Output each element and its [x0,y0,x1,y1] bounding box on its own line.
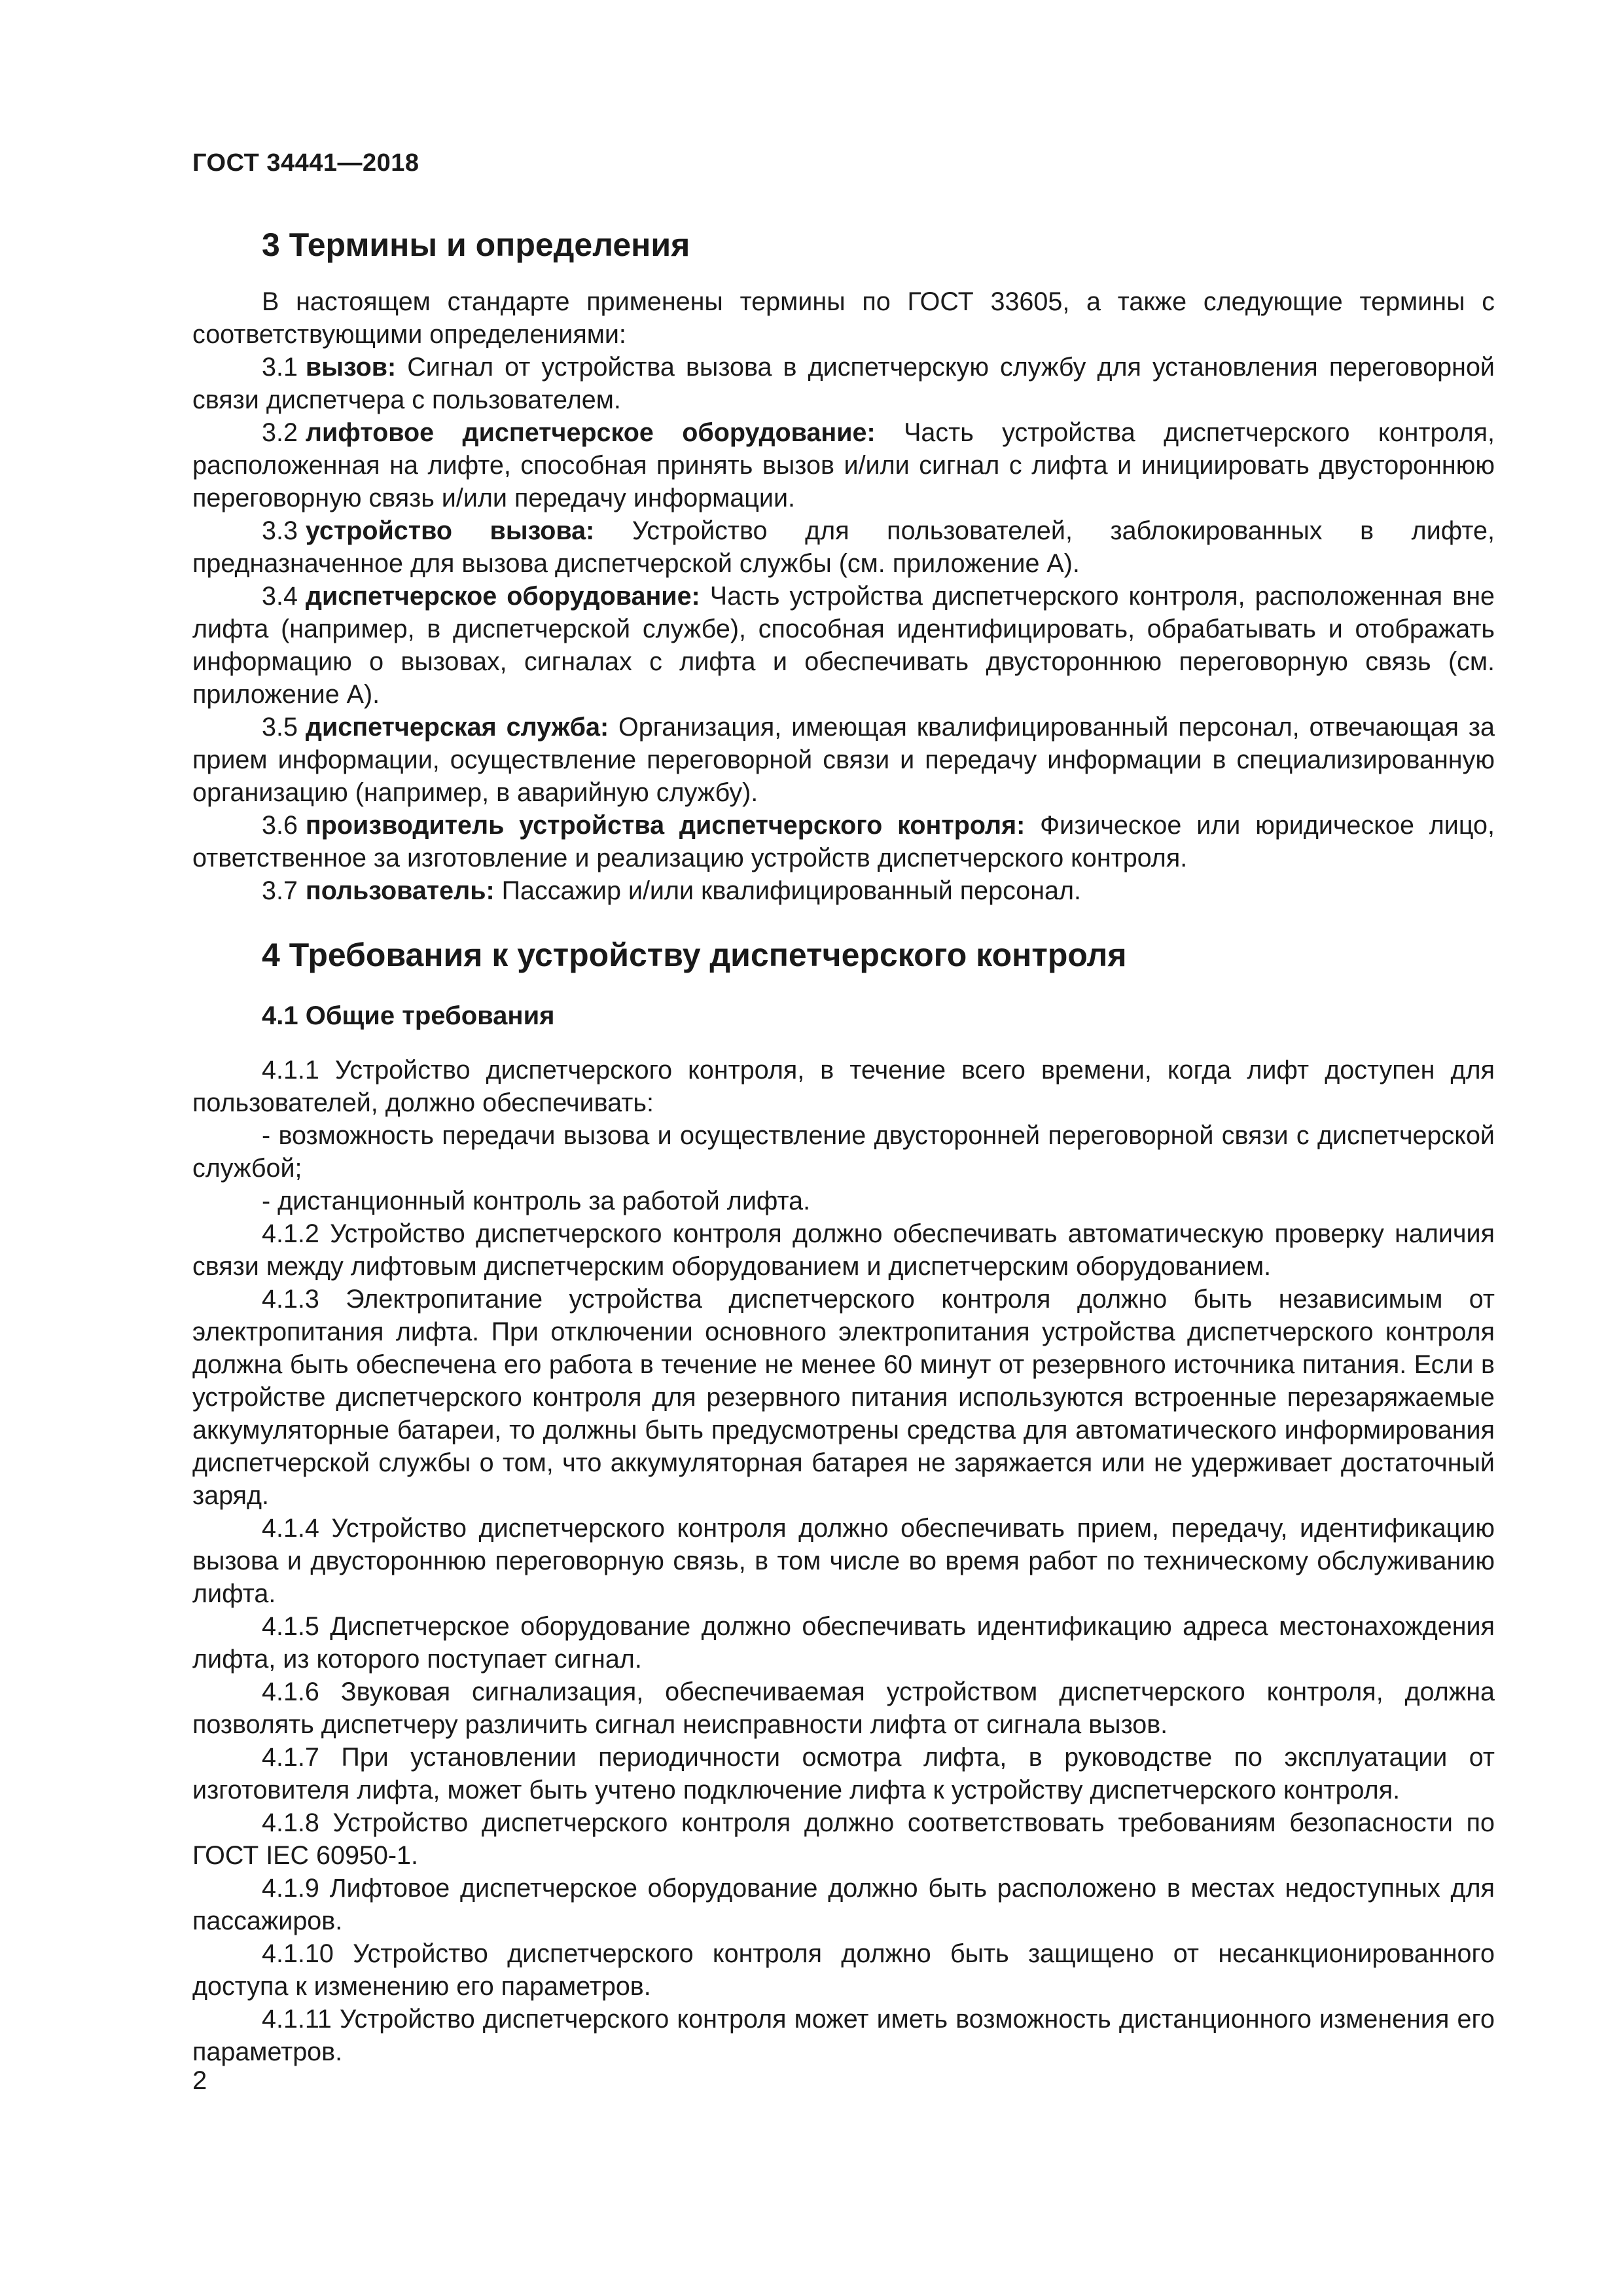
term-name: диспетчерское оборудование: [305,582,700,611]
requirement-paragraph: 4.1.11 Устройство диспетчерского контроля может иметь возможность дистанционного изменения его параметров. [192,2005,1495,2066]
term-name: вызов: [305,353,397,382]
document-id-header: ГОСТ 34441—2018 [192,149,419,177]
requirement-list-item: - дистанционный контроль за работой лифта. [262,1187,811,1215]
requirement-paragraph: 4.1.9 Лифтовое диспетчерское оборудование должно быть расположено в местах недоступных для пассажиров. [192,1874,1495,1935]
requirement-paragraph: 4.1.1 Устройство диспетчерского контроля, в течение всего времени, когда лифт доступен для пользователей, должно обеспечивать: [192,1056,1495,1117]
term-definition: Пассажир и/или квалифицированный персонал. [501,876,1082,905]
term-number: 3.2 [262,418,298,447]
term-entry [192,580,1495,711]
term-definition: Физическое или юридическое лицо, ответственное за изготовление и реализацию устройств диспетчерского контроля. [192,811,1495,872]
section-3-body [192,285,1495,907]
term-number: 3.4 [262,582,298,611]
term-name: пользователь: [305,876,495,905]
term-name: лифтовое диспетчерское оборудование: [305,418,876,447]
requirement-list-item: - возможность передачи вызова и осуществление двусторонней переговорной связи с диспетчерской службой; [192,1121,1495,1183]
term-entry [192,874,1495,907]
term-entry [192,416,1495,514]
term-name: производитель устройства диспетчерского контроля: [305,811,1026,840]
term-definition: Устройство для пользователей, заблокированных в лифте, предназначенное для вызова диспетчерской службы (см. приложение А). [192,516,1495,578]
term-number: 3.6 [262,811,298,840]
term-definition: Часть устройства диспетчерского контроля, расположенная на лифте, способная принять вызов и/или сигнал с лифта и инициировать двустороннюю переговорную связь и/или передачу информации. [192,418,1495,512]
term-definition: Сигнал от устройства вызова в диспетчерскую службу для установления переговорной связи диспетчера с пользователем. [192,353,1495,414]
section-3-title: 3 Термины и определения [262,226,690,263]
term-definition: Часть устройства диспетчерского контроля, расположенная вне лифта (например, в диспетчерской службе), способная идентифицировать, обрабатывать и отображать информацию о вызовах, сигналах с лифта и обеспечивать двустороннюю переговорную связь (см. приложение А). [192,582,1495,709]
term-entry [192,809,1495,874]
requirement-paragraph: 4.1.2 Устройство диспетчерского контроля должно обеспечивать автоматическую проверку наличия связи между лифтовым диспетчерским оборудованием и диспетчерским оборудованием. [192,1219,1495,1281]
term-name: диспетчерская служба: [305,713,609,742]
term-entry [192,351,1495,416]
requirement-paragraph: 4.1.8 Устройство диспетчерского контроля должно соответствовать требованиям безопасности по ГОСТ IEC 60950-1. [192,1808,1495,1870]
term-number: 3.5 [262,713,298,742]
term-entry [192,514,1495,580]
term-definition: Организация, имеющая квалифицированный персонал, отвечающая за прием информации, осуществление переговорной связи и передачу информации в специализированную организацию (например, в аварийную службу). [192,713,1495,807]
requirement-paragraph: 4.1.4 Устройство диспетчерского контроля должно обеспечивать прием, передачу, идентификацию вызова и двустороннюю переговорную связь, в том числе во время работ по техническому обслуживанию лифта. [192,1514,1495,1608]
requirement-paragraph: 4.1.10 Устройство диспетчерского контроля должно быть защищено от несанкционированного доступа к изменению его параметров. [192,1939,1495,2001]
term-name: устройство вызова: [305,516,595,545]
term-entry [192,711,1495,809]
term-number: 3.3 [262,516,298,545]
term-number: 3.1 [262,353,298,382]
requirement-paragraph: 4.1.7 При установлении периодичности осмотра лифта, в руководстве по эксплуатации от изготовителя лифта, может быть учтено подключение лифта к устройству диспетчерского контроля. [192,1743,1495,1804]
page-number: 2 [192,2066,207,2095]
section-4-title: 4 Требования к устройству диспетчерского контроля [262,937,1127,973]
section-4-body [192,1054,1495,2068]
term-number: 3.7 [262,876,298,905]
subsection-4-1-title: 4.1 Общие требования [262,1001,555,1030]
requirement-paragraph: 4.1.6 Звуковая сигнализация, обеспечиваемая устройством диспетчерского контроля, должна позволять диспетчеру различить сигнал неисправности лифта от сигнала вызов. [192,1677,1495,1739]
section-3-intro: В настоящем стандарте применены термины по ГОСТ 33605, а также следующие термины с соответствующими определениями: [192,287,1495,349]
requirement-paragraph: 4.1.5 Диспетчерское оборудование должно обеспечивать идентификацию адреса местонахождения лифта, из которого поступает сигнал. [192,1612,1495,1674]
requirement-paragraph: 4.1.3 Электропитание устройства диспетчерского контроля должно быть независимым от электропитания лифта. При отключении основного электропитания устройства диспетчерского контроля должна быть обеспечена его работа в течение не менее 60 минут от резервного источника питания. Если в устройстве диспетчерского контроля для резервного питания используются встроенные перезаряжаемые аккумуляторные батареи, то должны быть предусмотрены средства для автоматического информирования диспетчерской службы о том, что аккумуляторная батарея не заряжается или не удерживает достаточный заряд. [192,1285,1495,1510]
